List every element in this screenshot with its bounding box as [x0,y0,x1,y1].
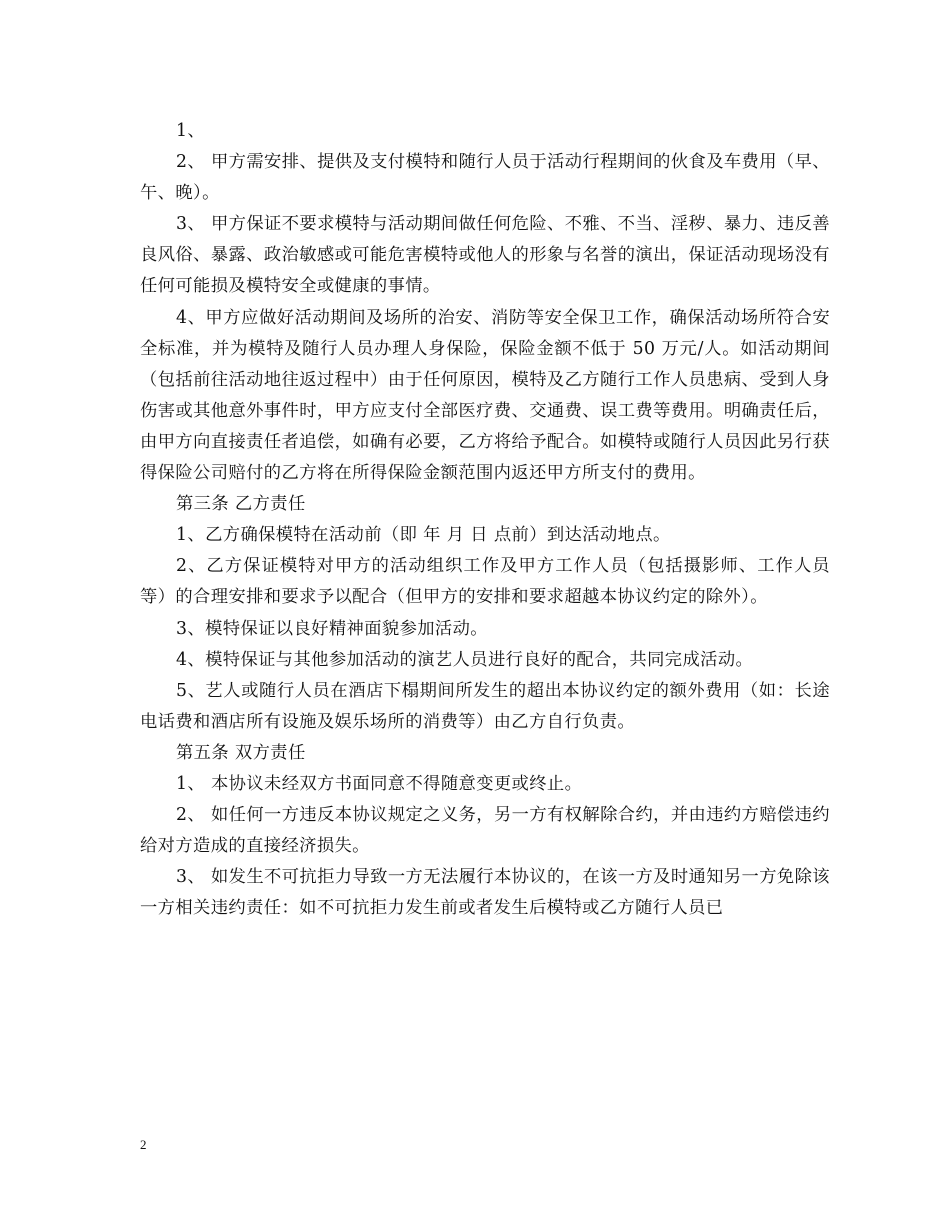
paragraph-item-b1: 1、乙方确保模特在活动前（即 年 月 日 点前）到达活动地点。 [176,525,671,546]
paragraph-item-b3: 3、模特保证以良好精神面貌参加活动。 [176,618,488,639]
section-heading-party-b: 第三条 乙方责任 [176,494,306,515]
paragraph-item-b5: 5、艺人或随行人员在酒店下榻期间所发生的超出本协议约定的额外费用（如：长途电话费和酒店所有设施及娱乐场所的消费等）由乙方自行负责。 [140,680,830,732]
paragraph-item-c3: 3、 如发生不可抗拒力导致一方无法履行本协议的，在该一方及时通知另一方免除该一方相关违约责任：如不可抗拒力发生前或者发生后模特或乙方随行人员已 [140,867,830,919]
paragraph-item-b2: 2、乙方保证模特对甲方的活动组织工作及甲方工作人员（包括摄影师、工作人员等）的合理安排和要求予以配合（但甲方的安排和要求超越本协议约定的除外）。 [140,556,830,608]
paragraph-item-1: 1、 [176,121,206,141]
paragraph-item-4: 4、甲方应做好活动期间及场所的治安、消防等安全保卫工作，确保活动场所符合安全标准，并为模特及随行人员办理人身保险，保险金额不低于 50 万元/人。如活动期间（包括前往活动地往返过程中）由于任何原因，模特及乙方随行工作人员患病、受到人身伤害或其他意外事件时，甲方应支付全部医疗费、交通费、误工费等费用。明确责任后，由甲方向直接责任者追偿，如确有必要，乙方将给予配合。如模特或随行人员因此另行获得保险公司赔付的乙方将在所得保险金额范围内返还甲方所支付的费用。 [140,307,830,484]
section-heading-both-parties: 第五条 双方责任 [176,742,306,763]
page-number: 2 [140,1137,147,1152]
document-body [140,116,830,924]
paragraph-item-2: 2、 甲方需安排、提供及支付模特和随行人员于活动行程期间的伙食及车费用（早、午、晚）。 [140,152,830,204]
paragraph-item-3: 3、 甲方保证不要求模特与活动期间做任何危险、不雅、不当、淫秽、暴力、违反善良风俗、暴露、政治敏感或可能危害模特或他人的形象与名誉的演出，保证活动现场没有任何可能损及模特安全或健康的事情。 [140,214,830,297]
paragraph-item-c2: 2、 如任何一方违反本协议规定之义务，另一方有权解除合约，并由违约方赔偿违约给对方造成的直接经济损失。 [140,805,830,857]
paragraph-item-b4: 4、模特保证与其他参加活动的演艺人员进行良好的配合，共同完成活动。 [176,649,754,670]
paragraph-item-c1: 1、 本协议未经双方书面同意不得随意变更或终止。 [176,773,583,794]
